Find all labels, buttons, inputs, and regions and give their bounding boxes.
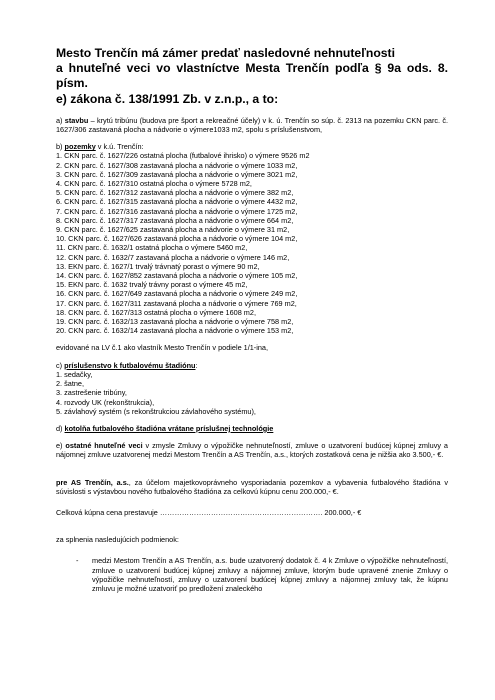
parcel-item: 10. CKN parc. č. 1627/626 zastavaná plocha a nádvorie o výmere 104 m2, — [56, 234, 298, 244]
parcel-item: 18. CKN parc. č. 1627/313 ostatná plocha o výmere 1608 m2, — [56, 307, 256, 317]
parcel-item: 16. CKN parc. č. 1627/649 zastavaná plocha a nádvorie o výmere 249 m2, — [56, 289, 298, 299]
section-c-heading: c) príslušenstvo k futbalovému štadiónu: — [56, 360, 198, 370]
parcel-item: 13. EKN parc. č. 1627/1 trvalý trávnatý porast o výmere 90 m2, — [56, 261, 260, 271]
section-a: a) stavbu – krytú tribúnu (budova pre šport a rekreačné účely) v k. ú. Trenčín so súp. č. 2313 na pozemku CKN parc. č. 1627/306 zastavaná plocha a nádvorie o výmere1033 m2, spolu s príslušenstvom, — [56, 115, 449, 135]
buyer-name: pre AS Trenčín, a.s. — [56, 477, 129, 487]
parcel-item: 2. CKN parc. č. 1627/308 zastavaná plocha a nádvorie o výmere 1033 m2, — [56, 160, 298, 170]
total-price: Celková kúpna cena prestavuje …………………………………………………………. 200.000,- € — [56, 507, 362, 517]
parcel-item: 17. CKN parc. č. 1627/311 zastavaná plocha a nádvorie o výmere 769 m2, — [56, 298, 297, 308]
section-b-keyword: pozemky — [64, 142, 96, 152]
section-e: e) ostatné hnuteľné veci v zmysle Zmluvy o výpožičke nehnuteľností, zmluve o uzatvorení budúcej kúpnej zmluvy a nájomnej zmluve uzatvorenej medzi Mestom Trenčín a AS Trenčín, a.s., ktorých zostatková cena je nižšia ako 3.500,- €. — [56, 441, 448, 460]
parcel-item: 5. CKN parc. č. 1627/312 zastavaná plocha a nádvorie o výmere 382 m2, — [56, 188, 294, 198]
parcel-item: 6. CKN parc. č. 1627/315 zastavaná plocha a nádvorie o výmere 4432 m2, — [56, 197, 298, 207]
parcel-item: 11. CKN parc. č. 1632/1 ostatná plocha o výmere 5460 m2, — [56, 243, 248, 253]
registry-note: evidované na LV č.1 ako vlastník Mesto Trenčín v podiele 1/1-ina, — [56, 343, 269, 353]
parcel-item: 14. CKN parc. č. 1627/852 zastavaná plocha a nádvorie o výmere 105 m2, — [56, 271, 298, 281]
section-e-keyword: ostatné hnuteľné veci — [65, 441, 143, 451]
buyer-paragraph: pre AS Trenčín, a.s., za účelom majetkovoprávneho vysporiadania pozemkov a vybavenia futbalového štadióna v súvislosti s výstavbou nového futbalového štadióna za celkovú kúpnu cenu 200.000,- €. — [56, 477, 448, 496]
parcel-item: 20. CKN parc. č. 1632/14 zastavaná plocha a nádvorie o výmere 153 m2, — [56, 326, 294, 336]
section-a-keyword: stavbu — [64, 115, 89, 125]
price-value: 200.000,- € — [322, 507, 362, 517]
parcel-item: 3. CKN parc. č. 1627/309 zastavaná plocha a nádvorie o výmere 3021 m2, — [56, 169, 298, 179]
parcel-item: 4. CKN parc. č. 1627/310 ostatná plocha o výmere 5728 m2, — [56, 179, 252, 189]
accessory-item: 4. rozvody UK (rekonštrukcia), — [56, 397, 155, 407]
title-line-1: Mesto Trenčín má zámer predať nasledovné nehnuteľnosti — [56, 46, 395, 60]
section-a-text: – krytú tribúnu (budova pre šport a rekreačné účely) v k. ú. Trenčín so súp. č. 2313 na pozemku CKN parc. č. 1627/306 zastavaná plocha a nádvorie o výmere1033 m2, spolu s príslušenstvom, — [56, 115, 449, 135]
parcel-item: 8. CKN parc. č. 1627/317 zastavaná plocha a nádvorie o výmere 664 m2, — [56, 215, 294, 225]
parcel-item: 15. EKN parc. č. 1632 trvalý trávny porast o výmere 45 m2, — [56, 280, 248, 290]
document-page — [56, 46, 448, 593]
title-line-3: e) zákona č. 138/1991 Zb. v z.n.p., a to: — [56, 91, 279, 106]
section-b-heading: b) pozemky v k.ú. Trenčín: — [56, 142, 144, 152]
parcel-item: 1. CKN parc. č. 1627/226 ostatná plocha (futbalové ihrisko) o výmere 9526 m2 — [56, 151, 310, 161]
parcel-item: 7. CKN parc. č. 1627/316 zastavaná plocha a nádvorie o výmere 1725 m2, — [56, 206, 298, 216]
parcel-list — [56, 151, 448, 335]
accessory-item: 2. šatne, — [56, 379, 84, 389]
condition-item: - medzi Mestom Trenčín a AS Trenčín, a.s. bude uzatvorený dodatok č. 4 k Zmluve o výpožičke nehnuteľností, zmluve o uzatvorení budúcej kúpnej zmluvy a nájomnej zmluve, ktorým bude upravené znenie Zmluvy o výpožičke nehnuteľností, zmluvy o uzatvorení budúcej kúpnej zmluvy a nájomnej zmluvy tak, že kúpnu zmluvu je možné uzatvoriť po predložení znaleckého — [76, 556, 448, 593]
accessory-item: 1. sedačky, — [56, 369, 93, 379]
title-line-2: a hnuteľné veci vo vlastníctve Mesta Trenčín podľa § 9a ods. 8. písm. — [56, 61, 448, 91]
conditions-intro: za splnenia nasledujúcich podmienok: — [56, 535, 179, 545]
parcel-item: 9. CKN parc. č. 1627/625 zastavaná plocha a nádvorie o výmere 31 m2, — [56, 225, 290, 235]
parcel-item: 19. CKN parc. č. 1632/13 zastavaná plocha a nádvorie o výmere 758 m2, — [56, 317, 294, 327]
accessory-item: 3. zastrešenie tribúny, — [56, 388, 127, 398]
parcel-item: 12. CKN parc. č. 1632/7 zastavaná plocha a nádvorie o výmere 146 m2, — [56, 252, 290, 262]
accessory-item: 5. závlahový systém (s rekonštrukciou závlahového systému), — [56, 406, 256, 416]
accessory-list — [56, 370, 448, 416]
section-d: d) kotolňa futbalového štadióna vrátane príslušnej technológie — [56, 423, 274, 433]
document-title — [56, 46, 448, 107]
